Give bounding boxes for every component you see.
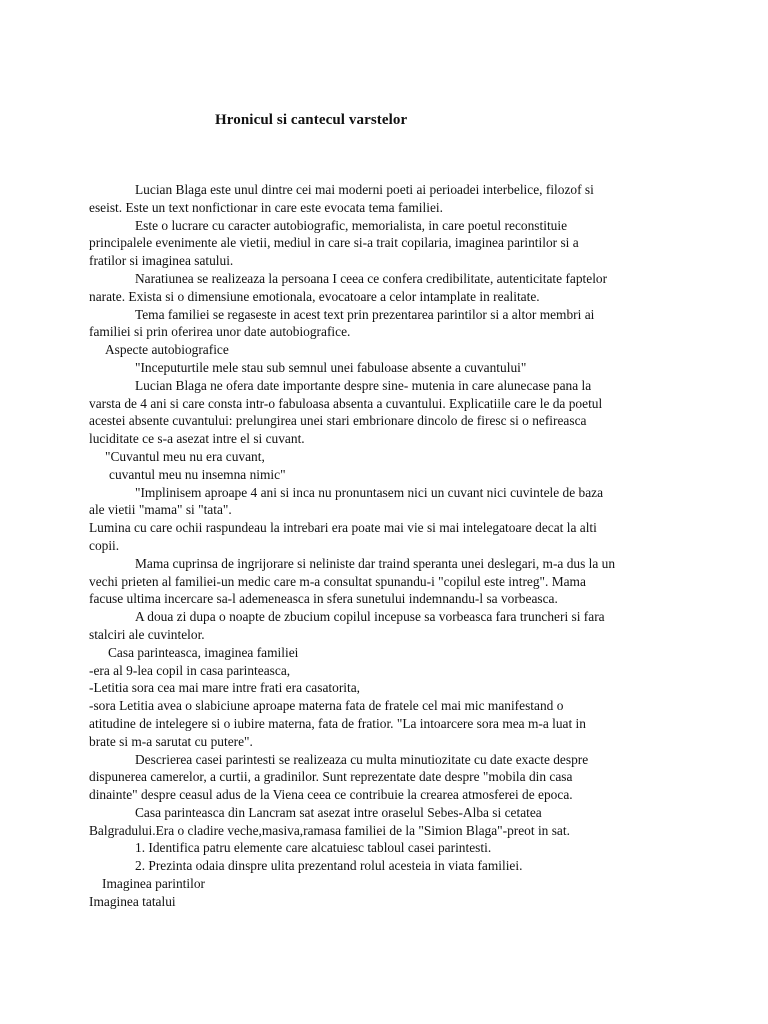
document-body xyxy=(89,181,689,911)
text-line: copii. xyxy=(89,537,120,553)
text-line: luciditate ce s-a asezat intre el si cuvant. xyxy=(89,431,305,447)
document-title: Hronicul si cantecul varstelor xyxy=(215,112,408,128)
text-line: Lucian Blaga ne ofera date importante despre sine- mutenia in care alunecase pana la xyxy=(135,377,592,393)
text-line: -sora Letitia avea o slabiciune aproape materna fata de fratele cel mai mic manifestand o xyxy=(89,698,564,714)
text-line: eseist. Este un text nonfictionar in care este evocata tema familiei. xyxy=(89,199,443,215)
text-line: brate si m-a sarutat cu putere". xyxy=(89,733,253,749)
text-line: -Letitia sora cea mai mare intre frati era casatorita, xyxy=(89,680,361,696)
text-line: Casa parinteasca, imaginea familiei xyxy=(108,644,299,660)
text-line: principalele evenimente ale vietii, mediul in care si-a trait copilaria, imaginea parintilor si a xyxy=(89,235,579,251)
text-line: Imaginea parintilor xyxy=(102,876,205,892)
text-line: varsta de 4 ani si care consta intr-o fabuloasa absenta a cuvantului. Explicatiile care le da poetul xyxy=(89,395,603,411)
text-line: "Implinisem aproape 4 ani si inca nu pronuntasem nici un cuvant nici cuvintele de baza xyxy=(135,484,604,500)
text-line: vechi prieten al familiei-un medic care m-a consultat spunandu-i "copilul este intreg". Mama xyxy=(89,573,586,589)
text-line: dinainte" despre ceasul adus de la Viena ceea ce contribuie la crearea atmosferei de epoca. xyxy=(89,787,573,803)
text-line: fratilor si imaginea satului. xyxy=(89,253,234,269)
text-line: Casa parinteasca din Lancram sat asezat intre oraselul Sebes-Alba si cetatea xyxy=(135,804,542,820)
text-line: "Inceputurtile mele stau sub semnul unei fabuloase absente a cuvantului" xyxy=(135,359,527,375)
text-line: Lucian Blaga este unul dintre cei mai moderni poeti ai perioadei interbelice, filozof si xyxy=(135,182,594,197)
text-line: 2. Prezinta odaia dinspre ulita prezentand rolul acesteia in viata familiei. xyxy=(135,858,523,874)
text-line: 1. Identifica patru elemente care alcatuiesc tabloul casei parintesti. xyxy=(135,840,492,856)
text-line: Mama cuprinsa de ingrijorare si neliniste dar traind speranta unei deslegari, m-a dus la un xyxy=(135,555,616,571)
text-line: atitudine de intelegere si o iubire materna, fata de fratior. "La intoarcere sora mea m-a luat in xyxy=(89,715,586,731)
text-line: acestei absente cuvantului: prelungirea unei stari embrionare dincolo de firesc si o nefireasca xyxy=(89,413,587,429)
text-line: familiei si prin oferirea unor date autobiografice. xyxy=(89,324,351,340)
text-line: Este o lucrare cu caracter autobiografic, memorialista, in care poetul reconstituie xyxy=(135,217,568,233)
text-line: "Cuvantul meu nu era cuvant, xyxy=(105,448,265,464)
text-line: ale vietii "mama" si "tata". xyxy=(89,502,232,518)
text-line: narate. Exista si o dimensiune emotionala, evocatoare a celor intamplate in realitate. xyxy=(89,288,540,304)
text-line: stalciri ale cuvintelor. xyxy=(89,626,205,642)
text-line: Tema familiei se regaseste in acest text prin prezentarea parintilor si a altor membri ai xyxy=(135,306,595,322)
text-line: Balgradului.Era o cladire veche,masiva,ramasa familiei de la "Simion Blaga"-preot in sat. xyxy=(89,822,570,838)
text-line: -era al 9-lea copil in casa parinteasca, xyxy=(89,662,291,678)
text-line: Imaginea tatalui xyxy=(89,893,176,909)
text-line: Descrierea casei parintesti se realizeaza cu multa minutiozitate cu date exacte despre xyxy=(135,751,589,767)
text-line: cuvantul meu nu insemna nimic" xyxy=(109,466,286,482)
text-line: Aspecte autobiografice xyxy=(105,342,229,358)
text-line: dispunerea camerelor, a curtii, a gradinilor. Sunt reprezentate date despre "mobila din casa xyxy=(89,769,573,785)
text-line: Lumina cu care ochii raspundeau la intrebari era poate mai vie si mai intelegatoare decat la alti xyxy=(89,520,597,536)
text-line: facuse ultima incercare sa-l ademeneasca in sfera sunetului indemnandu-l sa vorbeasca. xyxy=(89,591,558,607)
text-line: Naratiunea se realizeaza la persoana I ceea ce confera credibilitate, autenticitate faptelor xyxy=(135,270,608,286)
text-line: A doua zi dupa o noapte de zbucium copilul incepuse sa vorbeasca fara truncheri si fara xyxy=(135,609,605,625)
